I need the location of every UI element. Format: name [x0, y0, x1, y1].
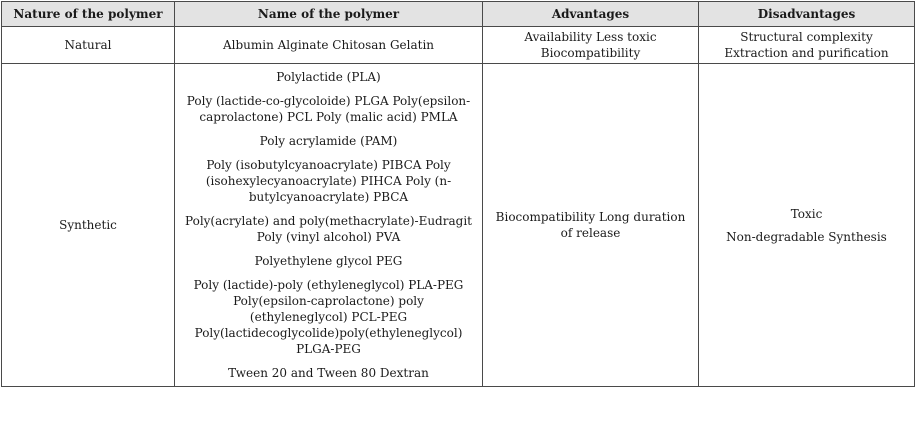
natural-nature-cell: Natural [2, 27, 175, 64]
polymer-name-entry: Polylactide (PLA) [276, 70, 381, 84]
header-row [2, 2, 915, 27]
header-disadvantages: Disadvantages [699, 2, 915, 27]
disadvantage-entry: Toxic [790, 206, 823, 221]
polymer-name-entry: Poly (lactide-co-glycoloide) PLGA Poly(epsilon-caprolactone) PCL Poly (malic acid) PMLA [186, 94, 471, 124]
synthetic-disadvantages-cell [699, 64, 915, 387]
header-name: Name of the polymer [175, 2, 483, 27]
synthetic-names-cell [175, 64, 483, 387]
table-row [2, 27, 915, 64]
polymer-name-entry: Tween 20 and Tween 80 Dextran [228, 366, 429, 380]
polymer-name-entry: Poly (lactide)-poly (ethyleneglycol) PLA-PEG Poly(epsilon-caprolactone) poly (ethyleneglycol) PCL-PEG Poly(lactidecoglycolide)poly(ethyleneglycol) PLGA-PEG [193, 278, 464, 356]
header-advantages: Advantages [483, 2, 699, 27]
natural-disadvantages-cell: Structural complexity Extraction and purification [699, 27, 915, 64]
synthetic-nature-cell: Synthetic [2, 64, 175, 387]
polymer-name-entry: Poly(acrylate) and poly(methacrylate)-Eudragit Poly (vinyl alcohol) PVA [185, 214, 472, 244]
natural-advantages-cell: Availability Less toxic Biocompatibility [483, 27, 699, 64]
disadvantage-entry: Non-degradable Synthesis [726, 229, 887, 244]
synthetic-advantages-cell: Biocompatibility Long duration of release [483, 64, 699, 387]
natural-names-cell: Albumin Alginate Chitosan Gelatin [175, 27, 483, 64]
table-row [2, 64, 915, 387]
polymer-name-entry: Polyethylene glycol PEG [254, 254, 403, 268]
polymer-comparison-table [1, 1, 915, 387]
polymer-name-entry: Poly acrylamide (PAM) [259, 134, 398, 148]
header-nature: Nature of the polymer [2, 2, 175, 27]
polymer-name-entry: Poly (isobutylcyanoacrylate) PIBCA Poly (isohexylecyanoacrylate) PIHCA Poly (n-butylcyanoacrylate) PBCA [205, 158, 452, 204]
